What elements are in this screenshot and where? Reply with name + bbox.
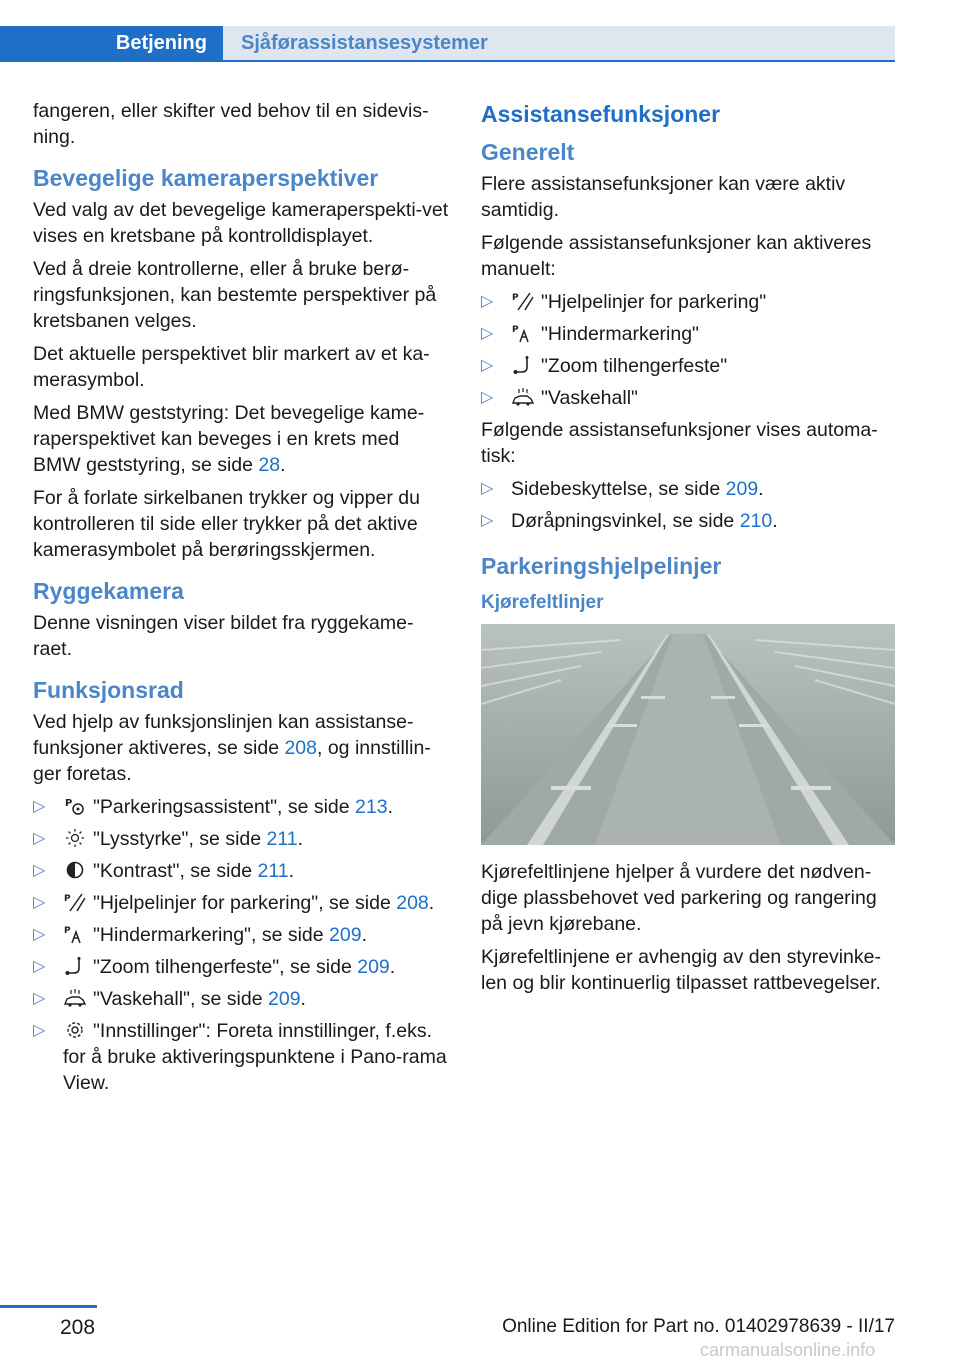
triangle-bullet-icon: ▷ xyxy=(481,293,494,310)
lane-lines-illustration xyxy=(481,624,895,845)
trailer-hitch-zoom-icon xyxy=(511,355,535,375)
heading-parkeringshjelpelinjer: Parkeringshjelpelinjer xyxy=(481,553,722,579)
item-text: Sidebeskyttelse, se side xyxy=(511,478,726,500)
list-item xyxy=(33,986,451,1012)
triangle-bullet-icon: ▷ xyxy=(33,990,46,1007)
heading-funksjonsrad: Funksjonsrad xyxy=(33,677,184,703)
header-divider xyxy=(0,60,895,62)
paragraph-text: , og innstillin-ger foretas. xyxy=(33,737,431,785)
list-item xyxy=(481,508,896,534)
page-link[interactable]: 208 xyxy=(284,737,317,759)
paragraph: Ved å dreie kontrollerne, eller å bruke berø-ringsfunksjonen, kan bestemte perspektiver på kretsbanen velges. xyxy=(33,258,437,332)
item-end: . xyxy=(288,860,295,882)
item-text: "Hindermarkering" xyxy=(541,323,699,345)
obstacle-marking-icon xyxy=(511,323,535,343)
heading-ryggekamera: Ryggekamera xyxy=(33,578,184,604)
page-link[interactable]: 211 xyxy=(257,860,289,882)
list-item xyxy=(481,321,896,347)
item-text: "Lysstyrke", se side xyxy=(93,828,267,850)
triangle-bullet-icon: ▷ xyxy=(33,798,46,815)
right-column xyxy=(481,98,896,1003)
list-item xyxy=(481,476,896,502)
obstacle-marking-icon xyxy=(63,924,87,944)
triangle-bullet-icon: ▷ xyxy=(481,512,494,529)
triangle-bullet-icon: ▷ xyxy=(33,1022,46,1039)
paragraph xyxy=(33,709,451,787)
triangle-bullet-icon: ▷ xyxy=(481,325,494,342)
svg-text:P: P xyxy=(64,894,71,904)
paragraph: Det aktuelle perspektivet blir markert av et ka-merasymbol. xyxy=(33,343,430,391)
page-link[interactable]: 208 xyxy=(396,892,429,914)
contrast-icon xyxy=(63,860,87,880)
tab-section: Sjåførassistansesystemer xyxy=(223,26,895,60)
list-item xyxy=(33,922,451,948)
paragraph: For å forlate sirkelbanen trykker og vipper du kontrolleren til side eller trykker på det aktive kamerasymbolet på berøringsskjermen. xyxy=(33,487,420,561)
parking-lines-icon xyxy=(511,291,535,311)
list-item xyxy=(33,954,451,980)
page-link[interactable]: 28 xyxy=(258,454,281,476)
left-column xyxy=(33,98,451,1102)
heading-assistansefunksjoner: Assistansefunksjoner xyxy=(481,101,721,127)
item-end: . xyxy=(758,478,764,500)
intro-paragraph: fangeren, eller skifter ved behov til en sidevis-ning. xyxy=(33,100,429,148)
paragraph-text: Med BMW geststyring: Det bevegelige kame-raperspektivet kan beveges i en krets med BMW geststyring, se side xyxy=(33,402,425,476)
page-link[interactable]: 211 xyxy=(266,828,298,850)
page-link[interactable]: 209 xyxy=(268,988,301,1010)
list-item xyxy=(33,826,451,852)
triangle-bullet-icon: ▷ xyxy=(33,894,46,911)
triangle-bullet-icon: ▷ xyxy=(481,480,494,497)
paragraph: Denne visningen viser bildet fra ryggekame-raet. xyxy=(33,612,414,660)
item-text: "Hjelpelinjer for parkering", se side xyxy=(93,892,397,914)
paragraph: Kjørefeltlinjene er avhengig av den styrevinke-len og blir kontinuerlig tilpasset rattbevegelser. xyxy=(481,946,881,994)
item-end: . xyxy=(772,510,778,532)
item-text: "Vaskehall", se side xyxy=(93,988,268,1010)
heading-kjorefeltlinjer: Kjørefeltlinjer xyxy=(481,592,604,613)
item-text: "Parkeringsassistent", se side xyxy=(93,796,356,818)
manual-function-list xyxy=(481,289,896,411)
item-end: . xyxy=(428,892,435,914)
parking-lines-icon xyxy=(63,892,87,912)
item-end: . xyxy=(297,828,304,850)
item-text: "Innstillinger": Foreta innstillinger, f.eks. for å bruke aktiveringspunktene i Pano-rama View. xyxy=(63,1020,447,1094)
list-item xyxy=(33,890,451,916)
auto-function-list xyxy=(481,476,896,534)
page-number: 208 xyxy=(60,1316,96,1339)
triangle-bullet-icon: ▷ xyxy=(33,926,46,943)
triangle-bullet-icon: ▷ xyxy=(33,830,46,847)
car-wash-icon xyxy=(511,387,535,407)
car-wash-icon xyxy=(63,988,87,1008)
page-header xyxy=(0,26,895,60)
list-item xyxy=(33,794,451,820)
paragraph: Ved valg av det bevegelige kameraperspekti-vet vises en kretsbane på kontrolldisplayet. xyxy=(33,199,449,247)
svg-text:P: P xyxy=(512,325,519,335)
parking-assistant-icon xyxy=(63,796,87,816)
list-item xyxy=(33,1018,451,1096)
item-end: . xyxy=(361,924,367,946)
item-text: "Kontrast", se side xyxy=(93,860,258,882)
list-item xyxy=(481,353,896,379)
item-text: "Vaskehall" xyxy=(541,387,638,409)
svg-text:P: P xyxy=(512,293,519,303)
settings-gear-icon xyxy=(63,1020,87,1040)
function-list xyxy=(33,794,451,1096)
paragraph: Med BMW geststyring: Det bevegelige kame-raperspektivet kan beveges i en krets med BMW geststyring, se side 28. xyxy=(33,402,425,476)
heading-generelt: Generelt xyxy=(481,139,575,165)
paragraph-text: Ved hjelp av funksjonslinjen kan assistanse-funksjoner aktiveres, se side xyxy=(33,711,414,759)
item-text: "Zoom tilhengerfeste", se side xyxy=(93,956,358,978)
edition-note: Online Edition for Part no. 01402978639 - II/17 xyxy=(502,1316,895,1337)
watermark: carmanualsonline.info xyxy=(700,1340,876,1360)
item-end: . xyxy=(300,988,306,1010)
item-text: Døråpningsvinkel, se side xyxy=(511,510,740,532)
tab-betjening: Betjening xyxy=(0,26,223,60)
paragraph: Følgende assistansefunksjoner vises automa-tisk: xyxy=(481,419,878,467)
page-link[interactable]: 209 xyxy=(725,478,759,500)
item-text: "Hjelpelinjer for parkering" xyxy=(541,291,767,313)
svg-text:P: P xyxy=(65,798,73,809)
paragraph: Flere assistansefunksjoner kan være aktiv samtidig. xyxy=(481,173,846,221)
trailer-hitch-zoom-icon xyxy=(63,956,87,976)
item-end: . xyxy=(387,796,394,818)
page-link[interactable]: 209 xyxy=(329,924,362,946)
list-item xyxy=(33,858,451,884)
list-item xyxy=(481,385,896,411)
brightness-icon xyxy=(63,828,87,848)
page-link[interactable]: 209 xyxy=(357,956,390,978)
page-link[interactable]: 213 xyxy=(355,796,388,818)
item-end: . xyxy=(389,956,396,978)
heading-bevegelige: Bevegelige kameraperspektiver xyxy=(33,165,379,191)
triangle-bullet-icon: ▷ xyxy=(481,389,494,406)
triangle-bullet-icon: ▷ xyxy=(33,862,46,879)
svg-text:P: P xyxy=(64,926,71,936)
triangle-bullet-icon: ▷ xyxy=(33,958,46,975)
paragraph: Kjørefeltlinjene hjelper å vurdere det nødven-dige plassbehovet ved parkering og rangering på jevn kjørebane. xyxy=(481,861,877,935)
paragraph: Følgende assistansefunksjoner kan aktiveres manuelt: xyxy=(481,232,872,280)
list-item xyxy=(481,289,896,315)
footer-accent-bar xyxy=(0,1305,97,1308)
item-text: "Hindermarkering", se side xyxy=(93,924,330,946)
item-text: "Zoom tilhengerfeste" xyxy=(541,355,728,377)
triangle-bullet-icon: ▷ xyxy=(481,357,494,374)
page-link[interactable]: 210 xyxy=(739,510,773,532)
